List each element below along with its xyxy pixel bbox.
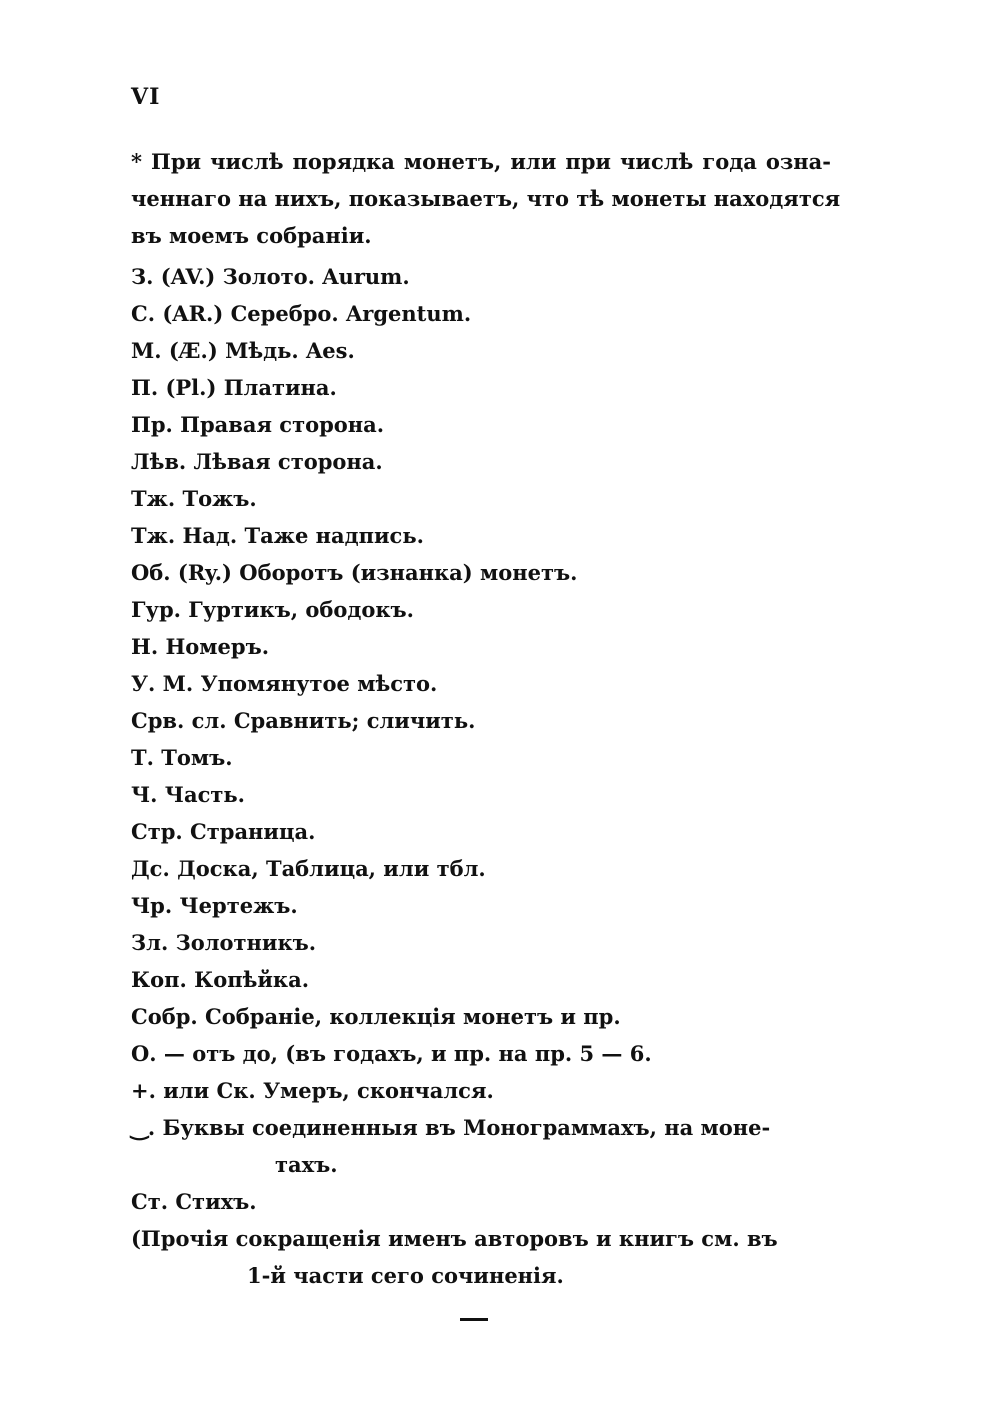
abbreviation-entry: Коп. Копѣйка. [131, 967, 310, 992]
page-number: VI [131, 84, 161, 110]
abbreviation-entry: Н. Номеръ. [131, 634, 270, 659]
abbreviation-entry: +. или Ск. Умеръ, скончался. [131, 1078, 494, 1103]
abbreviation-entry: С. (AR.) Серебро. Argentum. [131, 301, 472, 326]
abbreviation-entry: О. — отъ до, (въ годахъ, и пр. на пр. 5 — 6. [131, 1041, 652, 1066]
abbreviation-entry: З. (AV.) Золото. Aurum. [131, 264, 410, 289]
abbreviation-entry: Т. Томъ. [131, 745, 233, 770]
abbreviation-entry: Ст. Стихъ. [131, 1189, 257, 1214]
closing-note-line: (Прочія сокращенія именъ авторовъ и книгъ см. въ [131, 1226, 778, 1251]
abbreviation-entry: Зл. Золотникъ. [131, 930, 317, 955]
abbreviation-entry: Чр. Чертежъ. [131, 893, 298, 918]
abbreviation-entry: Ч. Часть. [131, 782, 245, 807]
abbreviation-entry: Тж. Тожъ. [131, 486, 257, 511]
abbreviation-entry: Лѣв. Лѣвая сторона. [131, 449, 383, 474]
abbreviation-entry-continuation: тахъ. [275, 1152, 338, 1177]
abbreviation-entry: Гур. Гуртикъ, ободокъ. [131, 597, 414, 622]
abbreviation-entry: Собр. Собраніе, коллекція монетъ и пр. [131, 1004, 621, 1029]
abbreviation-entry: Об. (Ry.) Оборотъ (изнанка) монетъ. [131, 560, 578, 585]
abbreviation-entry: Дс. Доска, Таблица, или тбл. [131, 856, 486, 881]
abbreviation-entry: Тж. Над. Таже надпись. [131, 523, 424, 548]
abbreviation-entry: ‿. Буквы соединенныя въ Монограммахъ, на моне- [131, 1115, 771, 1140]
abbreviation-entry: М. (Æ.) Мѣдь. Aes. [131, 338, 355, 363]
intro-paragraph [131, 143, 841, 254]
abbreviation-entry: Срв. сл. Сравнить; сличить. [131, 708, 476, 733]
intro-line: * При числѣ порядка монетъ, или при числѣ года озна- [131, 149, 831, 174]
intro-line: въ моемъ собраніи. [131, 223, 372, 248]
abbreviation-entry: П. (Pl.) Платина. [131, 375, 337, 400]
closing-note-line: 1-й части сего сочиненія. [247, 1263, 564, 1288]
abbreviation-entry: У. М. Упомянутое мѣсто. [131, 671, 438, 696]
closing-note [131, 1220, 831, 1294]
abbreviation-list [131, 258, 831, 1294]
intro-line: ченнаго на нихъ, показываетъ, что тѣ монеты находятся [131, 186, 841, 211]
abbreviation-entry: Стр. Страница. [131, 819, 316, 844]
end-rule [460, 1318, 488, 1321]
abbreviation-entry: Пр. Правая сторона. [131, 412, 385, 437]
